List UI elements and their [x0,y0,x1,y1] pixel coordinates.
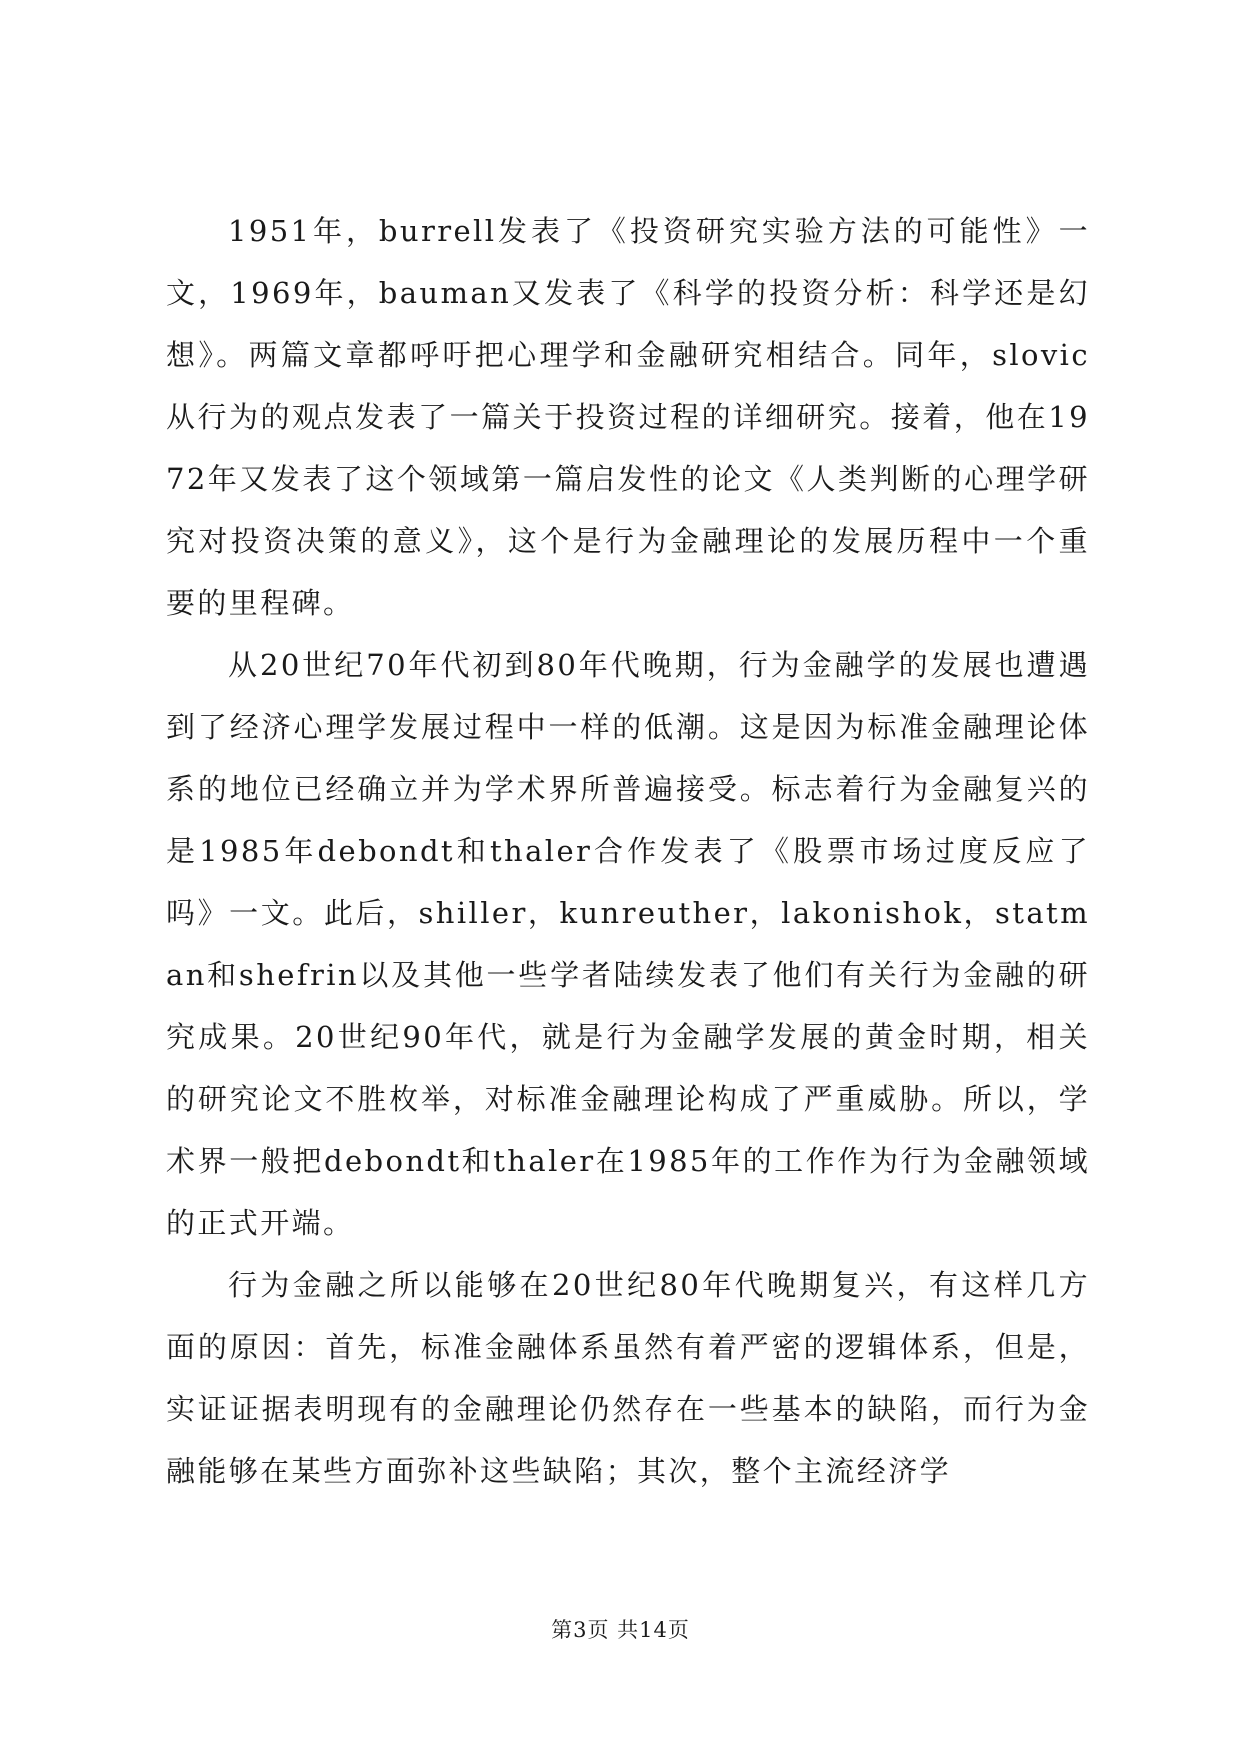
paragraph-3: 行为金融之所以能够在20世纪80年代晚期复兴，有这样几方面的原因：首先，标准金融体系虽然有着严密的逻辑体系，但是，实证证据表明现有的金融理论仍然存在一些基本的缺陷，而行为金融能够在某些方面弥补这些缺陷；其次，整个主流经济学 [166,1268,1090,1488]
body-text [166,200,1090,1502]
paragraph-2: 从20世纪70年代初到80年代晚期，行为金融学的发展也遭遇到了经济心理学发展过程中一样的低潮。这是因为标准金融理论体系的地位已经确立并为学术界所普遍接受。标志着行为金融复兴的是1985年debondt和thaler合作发表了《股票市场过度反应了吗》一文。此后，shiller，kunreuther，lakonishok，statman和shefrin以及其他一些学者陆续发表了他们有关行为金融的研究成果。20世纪90年代，就是行为金融学发展的黄金时期，相关的研究论文不胜枚举，对标准金融理论构成了严重威胁。所以，学术界一般把debondt和thaler在1985年的工作作为行为金融领域的正式开端。 [166,648,1090,1240]
page-number-footer: 第3页 共14页 [551,1618,690,1642]
paragraph-1: 1951年，burrell发表了《投资研究实验方法的可能性》一文，1969年，bauman又发表了《科学的投资分析：科学还是幻想》。两篇文章都呼吁把心理学和金融研究相结合。同年，slovic从行为的观点发表了一篇关于投资过程的详细研究。接着，他在1972年又发表了这个领域第一篇启发性的论文《人类判断的心理学研究对投资决策的意义》，这个是行为金融理论的发展历程中一个重要的里程碑。 [166,214,1090,620]
